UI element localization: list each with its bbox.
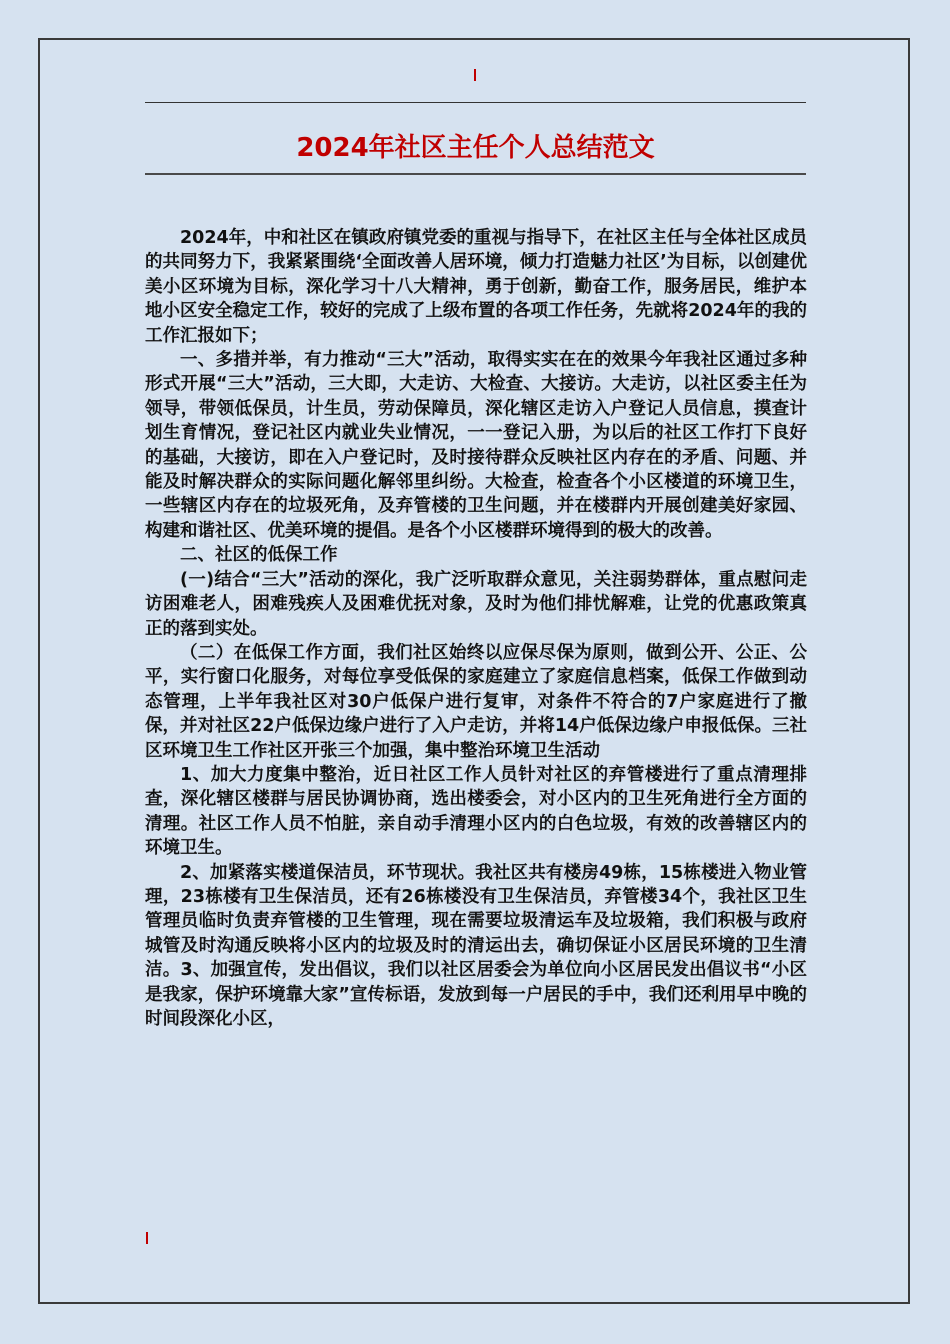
document-title: 2024年社区主任个人总结范文 [296, 133, 655, 163]
document-body [145, 226, 807, 1031]
paragraph-intro: 2024年，中和社区在镇政府镇党委的重视与指导下，在社区主任与全体社区成员的共同努力下，我紧紧围绕‘全面改善人居环境，倾力打造魅力社区’为目标，以创建优美小区环境为目标，深化学习十八大精神，勇于创新，勤奋工作，服务居民，维护本地小区安全稳定工作，较好的完成了上级布置的各项工作任务，先就将2024年的我的工作汇报如下； [145, 228, 807, 346]
paragraph-section-1: 一、多措并举，有力推动“三大”活动，取得实实在在的效果今年我社区通过多种形式开展“三大”活动，三大即，大走访、大检查、大接访。大走访，以社区委主任为领导，带领低保员，计生员，劳动保障员，深化辖区走访入户登记人员信息，摸查计划生育情况，登记社区内就业失业情况，一一登记入册，为以后的社区工作打下良好的基础，大接访，即在入户登记时，及时接待群众反映社区内存在的矛盾、问题、并能及时解决群众的实际问题化解邻里纠纷。大检查，检查各个小区楼道的环境卫生，一些辖区内存在的垃圾死角，及弃管楼的卫生问题，并在楼群内开展创建美好家园、构建和谐社区、优美环境的提倡。是各个小区楼群环境得到的极大的改善。 [145, 350, 807, 541]
paragraph-section-2-item-1: (一)结合“三大”活动的深化，我广泛听取群众意见，关注弱势群体，重点慰问走访困难老人，困难残疾人及困难优抚对象，及时为他们排忧解难，让党的优惠政策真正的落到实处。 [145, 569, 807, 639]
header-marker [474, 69, 476, 81]
paragraph-section-3-item-2: 2、加紧落实楼道保洁员，环节现状。我社区共有楼房49栋，15栋楼进入物业管理，23栋楼有卫生保洁员，还有26栋楼没有卫生保洁员，弃管楼34个，我社区卫生管理员临时负责弃管楼的卫生管理，现在需要垃圾清运车及垃圾箱，我们积极与政府城管及时沟通反映将小区内的垃圾及时的清运出去，确切保证小区居民环境的卫生清洁。3、加强宣传，发出倡议，我们以社区居委会为单位向小区居民发出倡议书“小区是我家，保护环境靠大家”宣传标语，发放到每一户居民的手中，我们还利用早中晚的时间段深化小区， [145, 862, 807, 1029]
title-rule [145, 173, 806, 175]
header-rule [145, 102, 806, 103]
paragraph-section-2-heading: 二、社区的低保工作 [180, 545, 338, 566]
footer-marker [146, 1232, 148, 1244]
paragraph-section-3-item-1: 1、加大力度集中整治，近日社区工作人员针对社区的弃管楼进行了重点清理排查，深化辖区楼群与居民协调协商，选出楼委会，对小区内的卫生死角进行全方面的清理。社区工作人员不怕脏，亲自动手清理小区内的白色垃圾，有效的改善辖区内的环境卫生。 [145, 764, 807, 859]
paragraph-section-2-item-2: （二）在低保工作方面，我们社区始终以应保尽保为原则，做到公开、公正、公平，实行窗口化服务，对每位享受低保的家庭建立了家庭信息档案，低保工作做到动态管理，上半年我社区对30户低保户进行复审，对条件不符合的7户家庭进行了撤保，并对社区22户低保边缘户进行了入户走访，并将14户低保边缘户申报低保。三社区环境卫生工作社区开张三个加强，集中整治环境卫生活动 [145, 642, 807, 761]
